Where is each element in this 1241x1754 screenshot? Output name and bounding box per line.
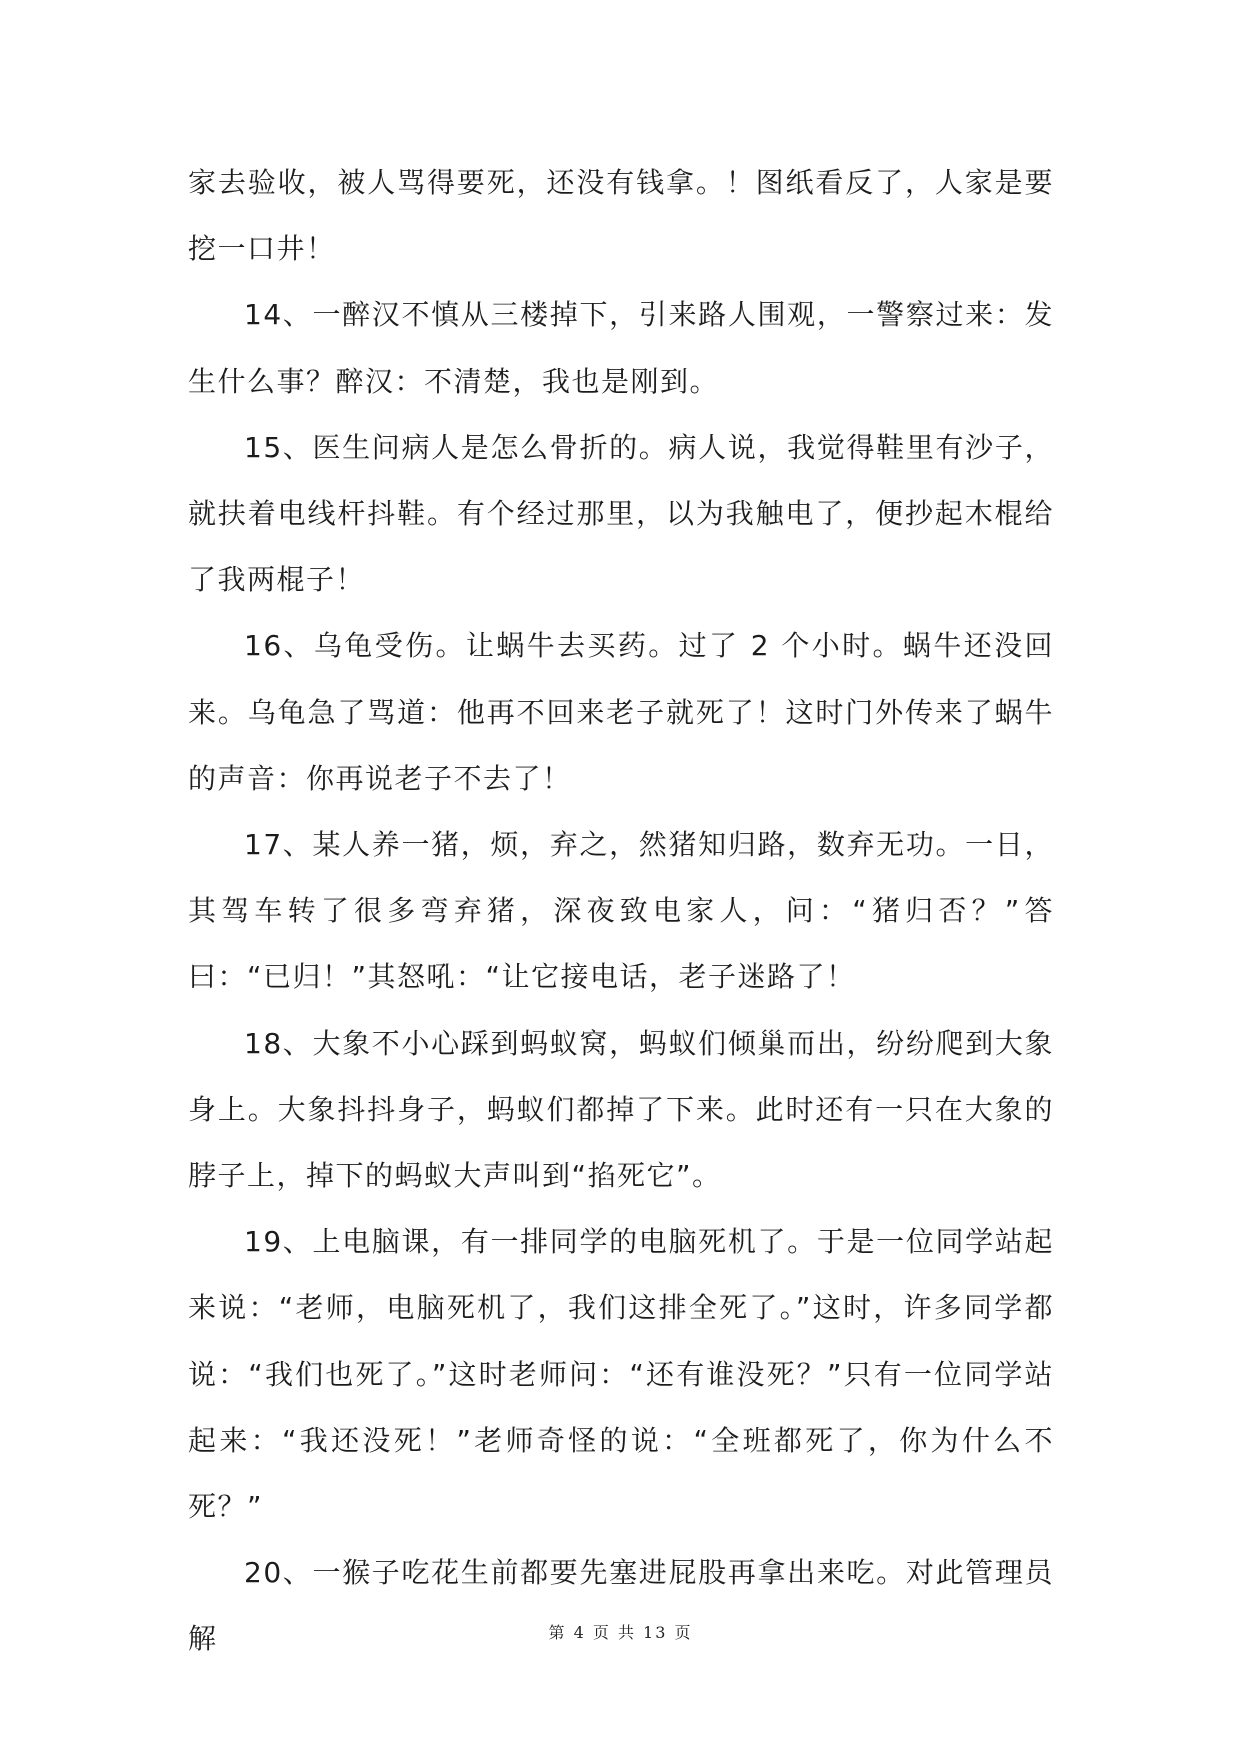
page-footer: 第 4 页 共 13 页 bbox=[548, 1623, 693, 1642]
paragraph-continued: 家去验收，被人骂得要死，还没有钱拿。！图纸看反了，人家是要挖一口井！ bbox=[188, 166, 1054, 266]
paragraph-joke-17: 17、某人养一猪，烦，弃之，然猪知归路，数弃无功。一日，其驾车转了很多弯弃猪，深夜致电家人，问：“猪归否？”答曰：“已归！”其怒吼：“让它接电话，老子迷路了！ bbox=[188, 828, 1054, 994]
paragraph-joke-19: 19、上电脑课，有一排同学的电脑死机了。于是一位同学站起来说：“老师，电脑死机了，我们这排全死了。”这时，许多同学都说：“我们也死了。”这时老师问：“还有谁没死？”只有一位同学站起来：“我还没死！”老师奇怪的说：“全班都死了，你为什么不死？” bbox=[188, 1225, 1054, 1524]
paragraph-joke-15: 15、医生问病人是怎么骨折的。病人说，我觉得鞋里有沙子，就扶着电线杆抖鞋。有个经过那里，以为我触电了，便抄起木棍给了我两棍子！ bbox=[188, 430, 1054, 597]
paragraph-joke-18: 18、大象不小心踩到蚂蚁窝，蚂蚁们倾巢而出，纷纷爬到大象身上。大象抖抖身子，蚂蚁们都掉了下来。此时还有一只在大象的脖子上，掉下的蚂蚁大声叫到“掐死它”。 bbox=[188, 1026, 1054, 1193]
document-body bbox=[188, 150, 1054, 1673]
paragraph-joke-14: 14、一醉汉不慎从三楼掉下，引来路人围观，一警察过来：发生什么事？醉汉：不清楚，我也是刚到。 bbox=[188, 298, 1054, 398]
paragraph-joke-20: 20、一猴子吃花生前都要先塞进屁股再拿出来吃。对此管理员解 bbox=[188, 1556, 1054, 1656]
paragraph-joke-16: 16、乌龟受伤。让蜗牛去买药。过了 2 个小时。蜗牛还没回来。乌龟急了骂道：他再不回来老子就死了！这时门外传来了蜗牛的声音：你再说老子不去了！ bbox=[188, 629, 1054, 795]
